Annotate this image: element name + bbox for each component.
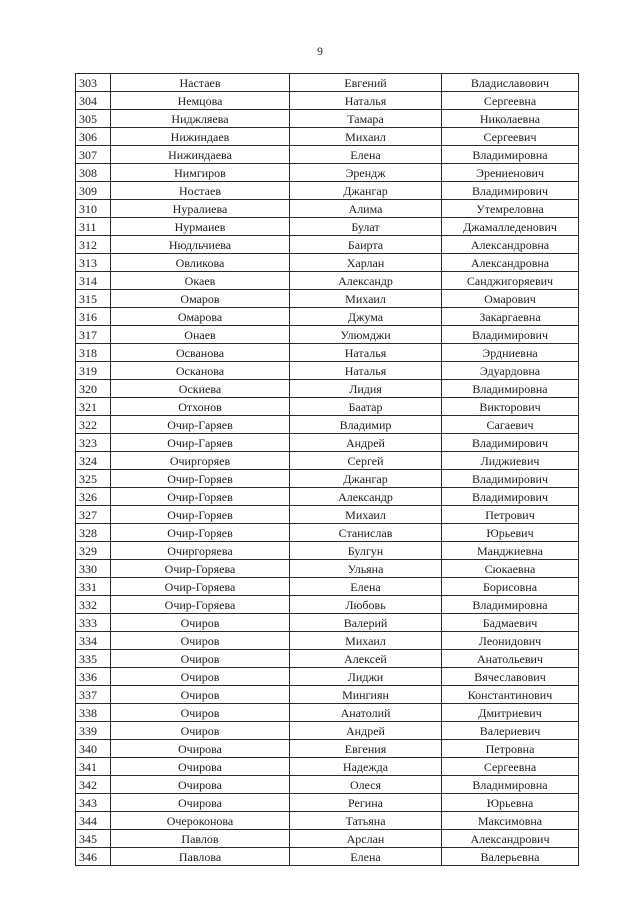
last-name-cell: Отхонов bbox=[111, 398, 290, 416]
row-number-cell: 313 bbox=[76, 254, 111, 272]
table-row bbox=[76, 740, 579, 758]
first-name-cell: Наталья bbox=[290, 92, 442, 110]
row-number-cell: 324 bbox=[76, 452, 111, 470]
last-name-cell: Очир-Горяев bbox=[111, 524, 290, 542]
first-name-cell: Ульяна bbox=[290, 560, 442, 578]
patronymic-cell: Юрьевна bbox=[442, 794, 579, 812]
table-row bbox=[76, 542, 579, 560]
first-name-cell: Надежда bbox=[290, 758, 442, 776]
last-name-cell: Онаев bbox=[111, 326, 290, 344]
table-row bbox=[76, 254, 579, 272]
first-name-cell: Наталья bbox=[290, 344, 442, 362]
last-name-cell: Павлов bbox=[111, 830, 290, 848]
table-row bbox=[76, 380, 579, 398]
table-row bbox=[76, 596, 579, 614]
last-name-cell: Очиров bbox=[111, 722, 290, 740]
first-name-cell: Татьяна bbox=[290, 812, 442, 830]
table-row bbox=[76, 146, 579, 164]
last-name-cell: Очир-Горяева bbox=[111, 560, 290, 578]
row-number-cell: 306 bbox=[76, 128, 111, 146]
last-name-cell: Очероконова bbox=[111, 812, 290, 830]
last-name-cell: Омаров bbox=[111, 290, 290, 308]
table-row bbox=[76, 452, 579, 470]
row-number-cell: 319 bbox=[76, 362, 111, 380]
last-name-cell: Очиргоряев bbox=[111, 452, 290, 470]
patronymic-cell: Борисовна bbox=[442, 578, 579, 596]
patronymic-cell: Константинович bbox=[442, 686, 579, 704]
first-name-cell: Улюмджи bbox=[290, 326, 442, 344]
row-number-cell: 303 bbox=[76, 74, 111, 92]
table-row bbox=[76, 470, 579, 488]
row-number-cell: 332 bbox=[76, 596, 111, 614]
table-row bbox=[76, 704, 579, 722]
table-row bbox=[76, 722, 579, 740]
row-number-cell: 343 bbox=[76, 794, 111, 812]
table-row bbox=[76, 416, 579, 434]
last-name-cell: Очир-Гаряев bbox=[111, 434, 290, 452]
patronymic-cell: Вячеславович bbox=[442, 668, 579, 686]
last-name-cell: Нижиндаева bbox=[111, 146, 290, 164]
first-name-cell: Алима bbox=[290, 200, 442, 218]
first-name-cell: Евгения bbox=[290, 740, 442, 758]
first-name-cell: Джума bbox=[290, 308, 442, 326]
patronymic-cell: Джамалледенович bbox=[442, 218, 579, 236]
table-row bbox=[76, 74, 579, 92]
first-name-cell: Алексей bbox=[290, 650, 442, 668]
roster-table bbox=[75, 73, 579, 866]
table-row bbox=[76, 686, 579, 704]
row-number-cell: 336 bbox=[76, 668, 111, 686]
first-name-cell: Тамара bbox=[290, 110, 442, 128]
last-name-cell: Нимгиров bbox=[111, 164, 290, 182]
row-number-cell: 334 bbox=[76, 632, 111, 650]
first-name-cell: Андрей bbox=[290, 434, 442, 452]
last-name-cell: Осканова bbox=[111, 362, 290, 380]
row-number-cell: 337 bbox=[76, 686, 111, 704]
patronymic-cell: Владимировна bbox=[442, 776, 579, 794]
patronymic-cell: Владимирович bbox=[442, 326, 579, 344]
last-name-cell: Осванова bbox=[111, 344, 290, 362]
last-name-cell: Омарова bbox=[111, 308, 290, 326]
patronymic-cell: Сергеевна bbox=[442, 758, 579, 776]
row-number-cell: 344 bbox=[76, 812, 111, 830]
table-row bbox=[76, 506, 579, 524]
table-row bbox=[76, 92, 579, 110]
row-number-cell: 317 bbox=[76, 326, 111, 344]
table-row bbox=[76, 236, 579, 254]
first-name-cell: Наталья bbox=[290, 362, 442, 380]
patronymic-cell: Петрович bbox=[442, 506, 579, 524]
patronymic-cell: Сюкаевна bbox=[442, 560, 579, 578]
first-name-cell: Лидия bbox=[290, 380, 442, 398]
last-name-cell: Очиров bbox=[111, 704, 290, 722]
table-row bbox=[76, 758, 579, 776]
first-name-cell: Булгун bbox=[290, 542, 442, 560]
patronymic-cell: Владиславович bbox=[442, 74, 579, 92]
last-name-cell: Очир-Горяева bbox=[111, 578, 290, 596]
last-name-cell: Очирова bbox=[111, 794, 290, 812]
first-name-cell: Олеся bbox=[290, 776, 442, 794]
patronymic-cell: Владимирович bbox=[442, 434, 579, 452]
row-number-cell: 314 bbox=[76, 272, 111, 290]
first-name-cell: Валерий bbox=[290, 614, 442, 632]
table-row bbox=[76, 776, 579, 794]
last-name-cell: Очиров bbox=[111, 614, 290, 632]
row-number-cell: 331 bbox=[76, 578, 111, 596]
patronymic-cell: Владимировна bbox=[442, 146, 579, 164]
first-name-cell: Елена bbox=[290, 146, 442, 164]
row-number-cell: 304 bbox=[76, 92, 111, 110]
table-row bbox=[76, 110, 579, 128]
patronymic-cell: Александрович bbox=[442, 830, 579, 848]
patronymic-cell: Николаевна bbox=[442, 110, 579, 128]
table-row bbox=[76, 200, 579, 218]
patronymic-cell: Владимировна bbox=[442, 380, 579, 398]
patronymic-cell: Санджигоряевич bbox=[442, 272, 579, 290]
patronymic-cell: Валерьевна bbox=[442, 848, 579, 866]
first-name-cell: Михаил bbox=[290, 632, 442, 650]
first-name-cell: Александр bbox=[290, 272, 442, 290]
last-name-cell: Нюдльчиева bbox=[111, 236, 290, 254]
first-name-cell: Харлан bbox=[290, 254, 442, 272]
patronymic-cell: Эдуардовна bbox=[442, 362, 579, 380]
patronymic-cell: Сергеевна bbox=[442, 92, 579, 110]
patronymic-cell: Омарович bbox=[442, 290, 579, 308]
patronymic-cell: Леонидович bbox=[442, 632, 579, 650]
last-name-cell: Нурмаиев bbox=[111, 218, 290, 236]
table-row bbox=[76, 344, 579, 362]
table-row bbox=[76, 326, 579, 344]
last-name-cell: Очиров bbox=[111, 650, 290, 668]
row-number-cell: 341 bbox=[76, 758, 111, 776]
roster-table-body bbox=[76, 74, 579, 866]
row-number-cell: 322 bbox=[76, 416, 111, 434]
table-row bbox=[76, 272, 579, 290]
row-number-cell: 346 bbox=[76, 848, 111, 866]
last-name-cell: Очир-Горяева bbox=[111, 596, 290, 614]
row-number-cell: 305 bbox=[76, 110, 111, 128]
last-name-cell: Очирова bbox=[111, 740, 290, 758]
table-row bbox=[76, 128, 579, 146]
first-name-cell: Владимир bbox=[290, 416, 442, 434]
patronymic-cell: Валериевич bbox=[442, 722, 579, 740]
last-name-cell: Очирова bbox=[111, 776, 290, 794]
patronymic-cell: Максимовна bbox=[442, 812, 579, 830]
first-name-cell: Сергей bbox=[290, 452, 442, 470]
table-row bbox=[76, 218, 579, 236]
first-name-cell: Лиджи bbox=[290, 668, 442, 686]
row-number-cell: 312 bbox=[76, 236, 111, 254]
first-name-cell: Станислав bbox=[290, 524, 442, 542]
patronymic-cell: Владимировна bbox=[442, 596, 579, 614]
last-name-cell: Оскиева bbox=[111, 380, 290, 398]
patronymic-cell: Утемреловна bbox=[442, 200, 579, 218]
last-name-cell: Окаев bbox=[111, 272, 290, 290]
last-name-cell: Очир-Горяев bbox=[111, 506, 290, 524]
row-number-cell: 339 bbox=[76, 722, 111, 740]
last-name-cell: Настаев bbox=[111, 74, 290, 92]
table-row bbox=[76, 560, 579, 578]
table-row bbox=[76, 524, 579, 542]
patronymic-cell: Александровна bbox=[442, 254, 579, 272]
table-row bbox=[76, 614, 579, 632]
table-row bbox=[76, 848, 579, 866]
table-row bbox=[76, 290, 579, 308]
last-name-cell: Немцова bbox=[111, 92, 290, 110]
row-number-cell: 340 bbox=[76, 740, 111, 758]
table-row bbox=[76, 650, 579, 668]
first-name-cell: Евгений bbox=[290, 74, 442, 92]
last-name-cell: Очиров bbox=[111, 686, 290, 704]
first-name-cell: Джангар bbox=[290, 182, 442, 200]
row-number-cell: 333 bbox=[76, 614, 111, 632]
row-number-cell: 342 bbox=[76, 776, 111, 794]
patronymic-cell: Владимирович bbox=[442, 488, 579, 506]
first-name-cell: Булат bbox=[290, 218, 442, 236]
table-row bbox=[76, 632, 579, 650]
last-name-cell: Нуралиева bbox=[111, 200, 290, 218]
table-row bbox=[76, 488, 579, 506]
patronymic-cell: Викторович bbox=[442, 398, 579, 416]
table-row bbox=[76, 164, 579, 182]
patronymic-cell: Владимирович bbox=[442, 182, 579, 200]
last-name-cell: Очир-Гаряев bbox=[111, 416, 290, 434]
first-name-cell: Мингиян bbox=[290, 686, 442, 704]
first-name-cell: Андрей bbox=[290, 722, 442, 740]
row-number-cell: 323 bbox=[76, 434, 111, 452]
first-name-cell: Михаил bbox=[290, 290, 442, 308]
first-name-cell: Елена bbox=[290, 848, 442, 866]
last-name-cell: Нижиндаев bbox=[111, 128, 290, 146]
first-name-cell: Елена bbox=[290, 578, 442, 596]
table-row bbox=[76, 308, 579, 326]
first-name-cell: Регина bbox=[290, 794, 442, 812]
patronymic-cell: Закаргаевна bbox=[442, 308, 579, 326]
row-number-cell: 325 bbox=[76, 470, 111, 488]
row-number-cell: 326 bbox=[76, 488, 111, 506]
first-name-cell: Джангар bbox=[290, 470, 442, 488]
table-row bbox=[76, 182, 579, 200]
first-name-cell: Любовь bbox=[290, 596, 442, 614]
patronymic-cell: Бадмаевич bbox=[442, 614, 579, 632]
patronymic-cell: Юрьевич bbox=[442, 524, 579, 542]
last-name-cell: Очиров bbox=[111, 632, 290, 650]
table-row bbox=[76, 812, 579, 830]
page-number: 9 bbox=[317, 44, 323, 58]
row-number-cell: 330 bbox=[76, 560, 111, 578]
table-row bbox=[76, 578, 579, 596]
row-number-cell: 315 bbox=[76, 290, 111, 308]
last-name-cell: Очирова bbox=[111, 758, 290, 776]
row-number-cell: 316 bbox=[76, 308, 111, 326]
patronymic-cell: Александровна bbox=[442, 236, 579, 254]
row-number-cell: 335 bbox=[76, 650, 111, 668]
last-name-cell: Ностаев bbox=[111, 182, 290, 200]
last-name-cell: Очиргоряева bbox=[111, 542, 290, 560]
row-number-cell: 329 bbox=[76, 542, 111, 560]
row-number-cell: 320 bbox=[76, 380, 111, 398]
row-number-cell: 308 bbox=[76, 164, 111, 182]
last-name-cell: Очир-Горяев bbox=[111, 488, 290, 506]
row-number-cell: 321 bbox=[76, 398, 111, 416]
patronymic-cell: Эрениенович bbox=[442, 164, 579, 182]
patronymic-cell: Дмитриевич bbox=[442, 704, 579, 722]
patronymic-cell: Лиджиевич bbox=[442, 452, 579, 470]
first-name-cell: Михаил bbox=[290, 506, 442, 524]
table-row bbox=[76, 668, 579, 686]
row-number-cell: 318 bbox=[76, 344, 111, 362]
last-name-cell: Овликова bbox=[111, 254, 290, 272]
row-number-cell: 309 bbox=[76, 182, 111, 200]
first-name-cell: Арслан bbox=[290, 830, 442, 848]
first-name-cell: Баирта bbox=[290, 236, 442, 254]
first-name-cell: Александр bbox=[290, 488, 442, 506]
row-number-cell: 338 bbox=[76, 704, 111, 722]
row-number-cell: 311 bbox=[76, 218, 111, 236]
patronymic-cell: Анатольевич bbox=[442, 650, 579, 668]
table-row bbox=[76, 434, 579, 452]
table-row bbox=[76, 794, 579, 812]
patronymic-cell: Петровна bbox=[442, 740, 579, 758]
last-name-cell: Очир-Горяев bbox=[111, 470, 290, 488]
patronymic-cell: Сагаевич bbox=[442, 416, 579, 434]
table-row bbox=[76, 362, 579, 380]
patronymic-cell: Эрдниевна bbox=[442, 344, 579, 362]
patronymic-cell: Сергеевич bbox=[442, 128, 579, 146]
first-name-cell: Михаил bbox=[290, 128, 442, 146]
table-row bbox=[76, 830, 579, 848]
last-name-cell: Павлова bbox=[111, 848, 290, 866]
row-number-cell: 310 bbox=[76, 200, 111, 218]
row-number-cell: 345 bbox=[76, 830, 111, 848]
row-number-cell: 328 bbox=[76, 524, 111, 542]
first-name-cell: Баатар bbox=[290, 398, 442, 416]
first-name-cell: Анатолий bbox=[290, 704, 442, 722]
first-name-cell: Эрендж bbox=[290, 164, 442, 182]
row-number-cell: 307 bbox=[76, 146, 111, 164]
patronymic-cell: Манджиевна bbox=[442, 542, 579, 560]
row-number-cell: 327 bbox=[76, 506, 111, 524]
last-name-cell: Очиров bbox=[111, 668, 290, 686]
patronymic-cell: Владимирович bbox=[442, 470, 579, 488]
last-name-cell: Ниджляева bbox=[111, 110, 290, 128]
table-row bbox=[76, 398, 579, 416]
